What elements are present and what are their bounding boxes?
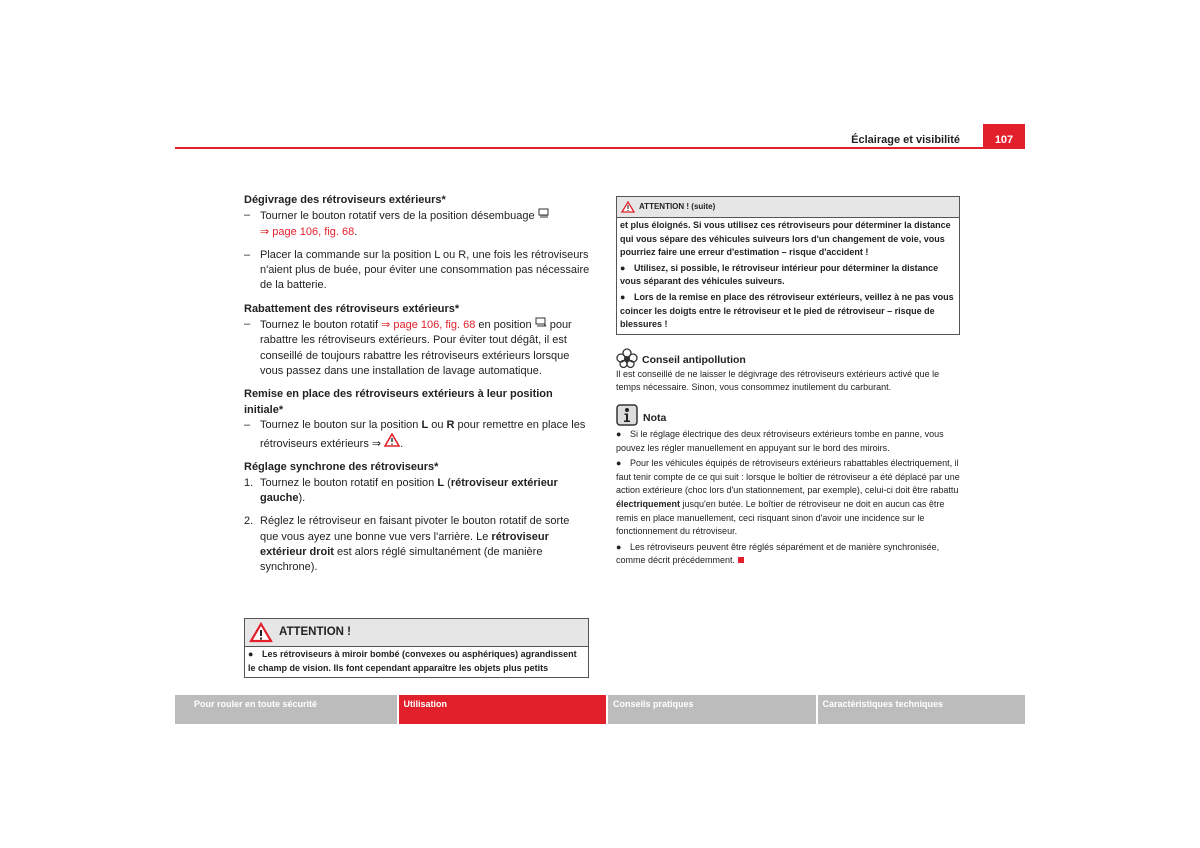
warning-title: ATTENTION ! [279,625,351,638]
tab-caracteristiques[interactable]: Caractéristiques techniques [818,695,1026,724]
fold-mirror-icon [535,317,547,328]
section-title: Rabattement des rétroviseurs extérieurs* [244,302,460,315]
right-column: ATTENTION ! (suite) et plus éloignés. Si vous utilisez ces rétroviseurs pour déterminer la distance qui vous sépare des véhicules suiveurs lors d'un changement de voie, vous pourriez faire une erreur d'estimation – risque d'accident ! ● Utilisez, si possible, le rétroviseur intérieur pour déterminer la distance vous séparant des véhicules suiveurs. ● Lors de la remise en place des rétroviseur extérieurs, veillez à ne pas vous coincer les doigts entre le rétroviseur et le pied de rétroviseur – risque de blessures ! Conseil antipollution Il est conseillé de ne laisser le dégivrage des rétroviseurs extérieurs activé que le temps nécessaire. Sinon, vous consommez inutilement du carburant. Nota ● Si le réglage électrique des deux rétroviseurs extérieurs tombe en panne, vous pouvez les régler manuellement en appuyant sur le bord des miroirs. ● Pour les véhicules équipés de rétroviseurs extérieurs rabattables électriquement, il faut tenir compte de ce qui suit : lorsque le boîtier de rétroviseur a été déplacé par une action extérieure (choc lors d'un stationnement, par exemple), celui-ci doit être rabattu électriquement jusqu'en butée. Le boîtier de rétroviseur ne doit en aucun cas être remis en place manuellement, ceci risquant sinon d'avoir une incidence sur le fonctionnement du rétroviseur. ● Les rétroviseurs peuvent être réglés séparément et de manière synchronisée, comme décrit précédemment. [616,196,960,568]
warning-box: ATTENTION ! ● Les rétroviseurs à miroir bombé (convexes ou asphériques) agrandissent le champ de vision. Ils font cependant apparaître les objets plus petits [244,618,589,678]
section-title: Nota [643,412,667,425]
warning-triangle-icon [621,201,635,213]
defrost-mirror-icon [538,208,550,219]
warning-box-continued: ATTENTION ! (suite) et plus éloignés. Si vous utilisez ces rétroviseurs pour déterminer la distance qui vous sépare des véhicules suiveurs lors d'un changement de voie, vous pourriez faire une erreur d'estimation – risque d'accident ! ● Utilisez, si possible, le rétroviseur intérieur pour déterminer la distance vous séparant des véhicules suiveurs. ● Lors de la remise en place des rétroviseur extérieurs, veillez à ne pas vous coincer les doigts entre le rétroviseur et le pied de rétroviseur – risque de blessures ! [616,196,960,335]
list-item: – Tournez le bouton sur la position L ou R pour remettre en place les rétroviseurs extérieurs ⇒ . [244,418,586,451]
section-title: Dégivrage des rétroviseurs extérieurs* [244,194,446,206]
warning-triangle-icon [249,622,273,643]
header-rule [175,147,1025,149]
tab-securite[interactable]: Pour rouler en toute sécurité [175,695,397,724]
page-reference-link[interactable]: ⇒ page 106, fig. 68 [260,225,355,238]
footer-nav [175,695,1025,724]
list-item: 1. Tournez le bouton rotatif en position L (rétroviseur extérieur gauche). [244,476,558,505]
flower-eco-icon [616,348,638,368]
warning-title: ATTENTION ! (suite) [639,202,716,212]
warning-triangle-icon[interactable] [384,433,400,447]
page-number: 107 [983,124,1025,149]
section-title: Conseil antipollution [642,354,746,367]
page-reference-link[interactable]: ⇒ page 106, fig. 68 [381,319,476,332]
info-icon [616,404,638,426]
tab-utilisation[interactable]: Utilisation [399,695,607,724]
end-of-section-marker [738,557,744,563]
list-item: 2. Réglez le rétroviseur en faisant pivoter le bouton rotatif de sorte que vous ayez une bonne vue vers l'arrière. Le rétroviseur extérieur droit est alors réglé simultanément (de manière synchrone). [244,515,570,574]
tab-conseils-pratiques[interactable]: Conseils pratiques [608,695,816,724]
list-item: – Tourner le bouton rotatif vers de la position désembuage ⇒ page 106, fig. 68. [244,208,590,240]
list-item: – Placer la commande sur la position L ou R, une fois les rétroviseurs n'aient plus de buée, pour éviter une consommation pas nécessaire de la batterie. [244,248,590,292]
list-item: – Tournez le bouton rotatif ⇒ page 106, fig. 68 en position pour rabattre les rétroviseurs extérieurs. Pour éviter tout dégât, il est conseillé de toujours rabattre les rétroviseurs extérieurs lorsque vous passez dans une installation de lavage automatique. [244,318,572,377]
chapter-title: Éclairage et visibilité [851,134,960,146]
section-title: Réglage synchrone des rétroviseurs* [244,461,439,474]
section-title: Remise en place des rétroviseurs extérieurs à leur position initiale* [244,388,553,416]
left-column [244,193,590,576]
